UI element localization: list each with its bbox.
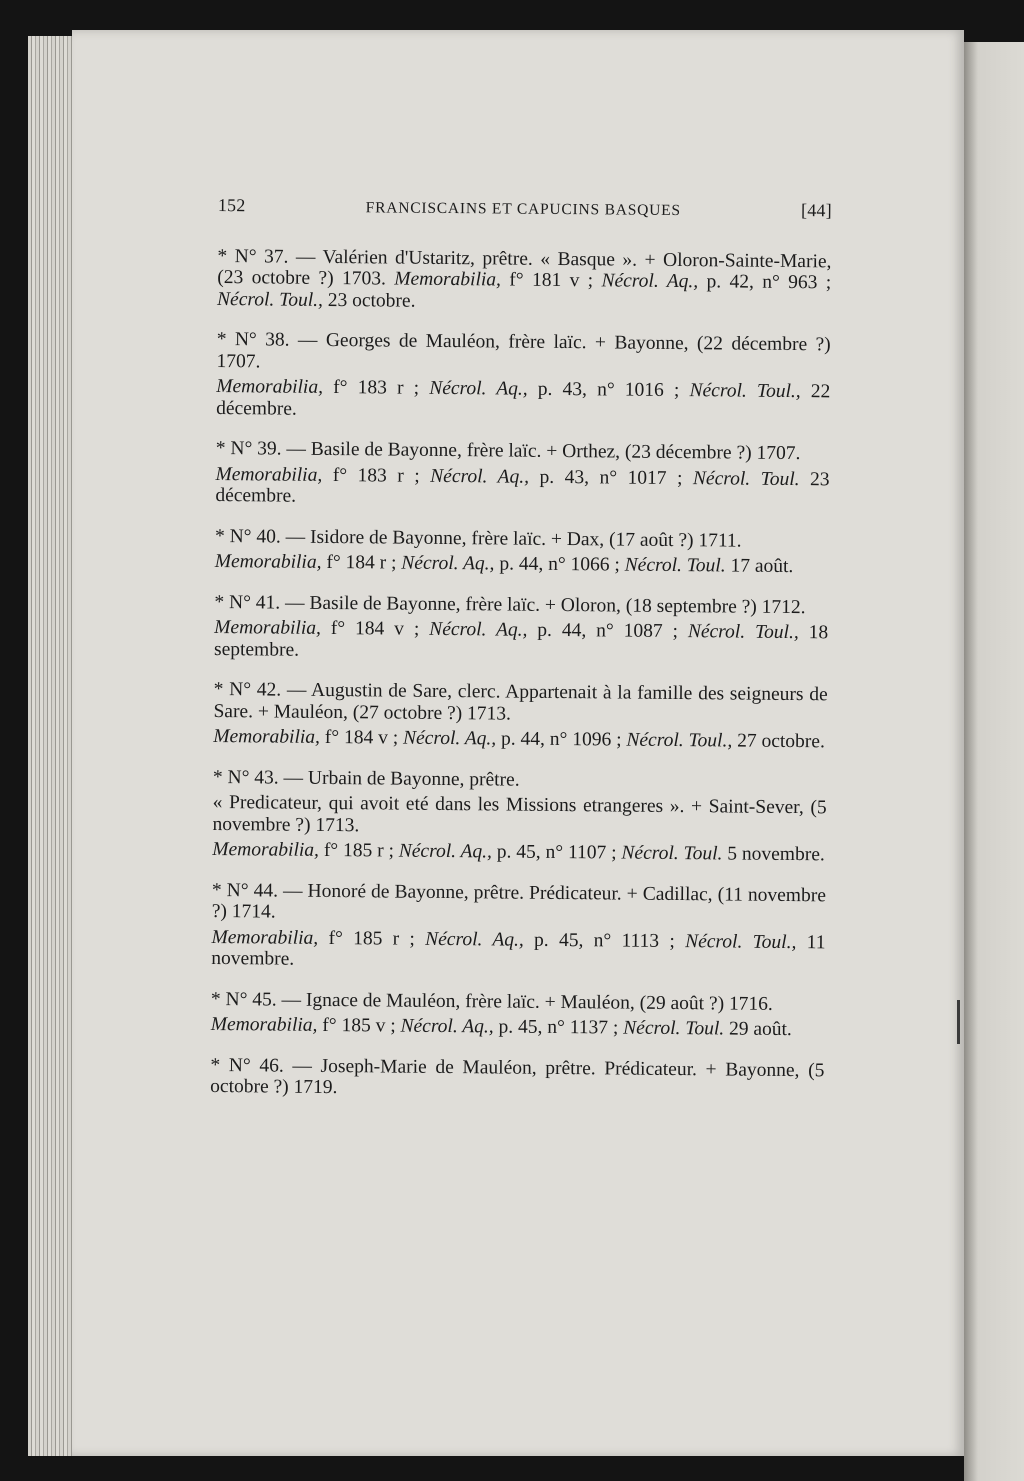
reference-source: Nécrol. Toul. (621, 842, 723, 865)
entry-39 (215, 438, 830, 512)
reference-source: Nécrol. Aq., (430, 465, 530, 488)
entry-41 (214, 591, 829, 665)
reference-source: Nécrol. Aq., (398, 840, 493, 863)
entry-heading: * N° 44. — Honoré de Bayonne, prêtre. Prédicateur. + Cadillac, (11 novembre ?) 1714. (211, 879, 827, 923)
reference-source: Memorabilia, (214, 616, 322, 639)
reference-detail: p. 45, n° 1137 ; (493, 1016, 624, 1039)
reference-source: Nécrol. Aq., (401, 552, 495, 575)
reference-detail: 23 décembre. (215, 468, 830, 507)
page-number: 152 (217, 195, 246, 216)
reference-detail: 11 novembre. (211, 931, 826, 970)
entry-heading: * N° 37. — Valérien d'Ustaritz, prêtre. « Basque ». + Oloron-Sainte-Marie, (23 octobre ?) 1703. Memorabilia, f° 181 v ; Nécrol. Aq., p. 42, n° 963 ; Nécrol. Toul., 23 octobre. (217, 245, 832, 312)
facing-page-edge (964, 42, 1024, 1481)
reference-source: Nécrol. Toul., (689, 380, 801, 403)
reference-source: Nécrol. Toul., (687, 621, 799, 644)
reference-detail: f° 185 r ; (318, 839, 399, 862)
reference-detail: p. 44, n° 1096 ; (496, 728, 627, 751)
reference-detail: 22 décembre. (216, 381, 831, 420)
reference-detail: p. 43, n° 1017 ; (528, 466, 694, 489)
entry-37 (217, 245, 832, 315)
entry-40 (215, 525, 829, 577)
entry-reference (215, 551, 829, 578)
section-number: [44] (801, 200, 832, 221)
reference-detail: p. 42, n° 963 ; (706, 271, 832, 294)
reference-detail: f° 185 r ; (318, 927, 426, 950)
entry-heading: * N° 41. — Basile de Bayonne, frère laïc. + Oloron, (18 septembre ?) 1712. (214, 591, 806, 618)
entry-reference (213, 726, 827, 753)
entry-heading: * N° 39. — Basile de Bayonne, frère laïc. + Orthez, (23 décembre ?) 1707. (215, 437, 801, 465)
entry-heading: * N° 46. — Joseph-Marie de Mauléon, prêtre. Prédicateur. + Bayonne, (5 octobre ?) 1719. (210, 1054, 825, 1099)
gutter-mark (957, 1000, 960, 1044)
entry-46 (210, 1054, 824, 1102)
entry-heading: * N° 40. — Isidore de Bayonne, frère laïc. + Dax, (17 août ?) 1711. (214, 525, 742, 552)
reference-source: Nécrol. Aq., (400, 1015, 494, 1038)
reference-source: Memorabilia, (212, 838, 320, 861)
entry-reference (211, 926, 825, 974)
reference-detail: f° 181 v ; (509, 269, 594, 292)
entry-43 (212, 766, 827, 865)
entry-quote: « Predicateur, qui avoit eté dans les Missions etrangeres ». + Saint-Sever, (5 novembre ?) 1713. (212, 791, 827, 836)
reference-source: Nécrol. Aq., (601, 270, 699, 293)
reference-detail: 18 septembre. (213, 622, 829, 661)
reference-detail: f° 184 v ; (319, 726, 404, 749)
entry-reference (215, 463, 829, 511)
entry-42 (213, 679, 828, 753)
entry-44 (211, 879, 826, 974)
reference-source: Memorabilia, (214, 550, 322, 573)
reference-detail: p. 44, n° 1066 ; (494, 553, 625, 576)
reference-source: Nécrol. Toul. (692, 467, 800, 490)
reference-detail: 27 octobre. (732, 730, 825, 753)
running-head (218, 195, 832, 223)
reference-detail: p. 45, n° 1107 ; (491, 841, 622, 864)
entry-heading: * N° 38. — Georges de Mauléon, frère laïc. + Bayonne, (22 décembre ?) 1707. (216, 328, 831, 372)
reference-detail: 23 octobre. (327, 289, 416, 312)
reference-detail: p. 43, n° 1016 ; (527, 378, 690, 402)
reference-source: Nécrol. Toul. (623, 1017, 725, 1040)
reference-source: Memorabilia, (216, 375, 324, 398)
reference-source: Memorabilia, (213, 725, 321, 748)
reference-source: Nécrol. Toul. (624, 554, 726, 577)
reference-detail: f° 183 r ; (322, 376, 430, 399)
reference-detail: f° 185 v ; (317, 1014, 401, 1037)
reference-source: Nécrol. Aq., (425, 928, 524, 951)
reference-detail: p. 45, n° 1113 ; (523, 929, 686, 952)
entry-45 (211, 988, 825, 1040)
running-title: FRANCISCAINS ET CAPUCINS BASQUES (365, 199, 681, 220)
reference-source: Nécrol. Toul., (217, 288, 324, 311)
entry-reference (212, 839, 826, 866)
reference-detail: 5 novembre. (722, 843, 825, 866)
entry-heading: * N° 42. — Augustin de Sare, clerc. Appartenait à la famille des seigneurs de Sare. + Mauléon, (27 octobre ?) 1713. (213, 678, 828, 725)
reference-source: Nécrol. Aq., (429, 618, 528, 641)
entry-38 (216, 329, 831, 424)
entry-reference (214, 617, 828, 665)
reference-source: Nécrol. Toul., (626, 729, 733, 752)
entry-reference (216, 376, 830, 424)
reference-detail: f° 183 r ; (322, 464, 431, 487)
reference-source: Nécrol. Aq., (429, 377, 528, 400)
reference-source: Memorabilia, (211, 926, 319, 949)
page-content (210, 195, 832, 1122)
entry-reference (211, 1014, 825, 1041)
reference-source: Memorabilia, (210, 1013, 318, 1036)
reference-source: Nécrol. Aq., (402, 727, 497, 750)
reference-source: Nécrol. Toul., (685, 930, 797, 953)
entry-heading: * N° 43. — Urbain de Bayonne, prêtre. (212, 766, 520, 791)
reference-detail: f° 184 v ; (320, 617, 430, 640)
reference-source: Memorabilia, (215, 463, 323, 486)
entry-heading: * N° 45. — Ignace de Mauléon, frère laïc. + Mauléon, (29 août ?) 1716. (210, 988, 773, 1015)
reference-detail: p. 44, n° 1087 ; (527, 619, 689, 643)
entry-list (210, 245, 831, 1102)
reference-source: Memorabilia, (394, 268, 502, 291)
reference-detail: f° 184 r ; (321, 551, 402, 574)
reference-detail: 17 août. (725, 555, 794, 578)
reference-detail: 29 août. (724, 1018, 792, 1041)
